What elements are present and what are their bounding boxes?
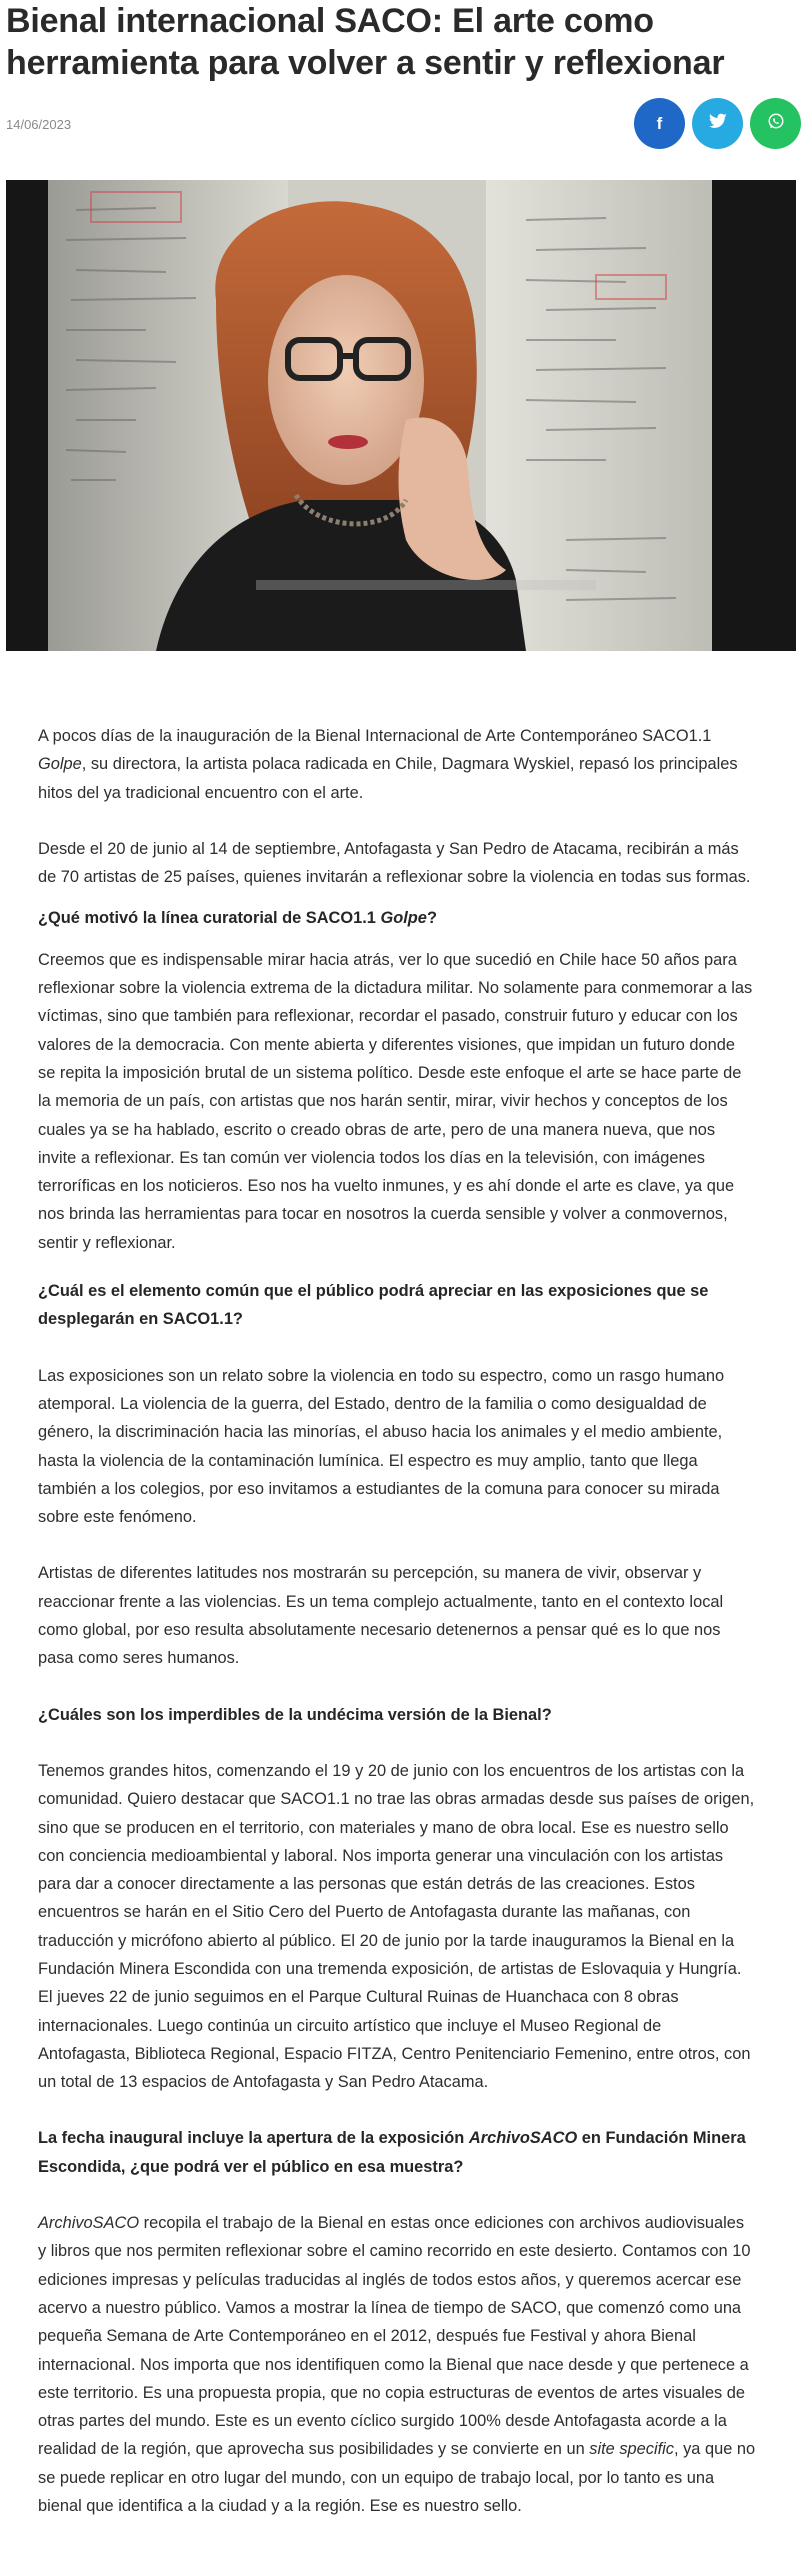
article-body	[38, 722, 756, 2520]
question-heading: ¿Cuáles son los imperdibles de la undécima versión de la Bienal?	[38, 1705, 552, 1724]
page-title: Bienal internacional SACO: El arte como herramienta para volver a sentir y reflexionar	[6, 2, 725, 82]
paragraph: Artistas de diferentes latitudes nos mostrarán su percepción, su manera de vivir, observar y reaccionar frente a las violencias. Es un tema complejo actualmente, tanto en el contexto local como global, por eso resulta absolutamente necesario detenernos a pensar qué es lo que nos pasa como seres humanos.	[38, 1564, 724, 1668]
question-heading: La fecha inaugural incluye la apertura de la exposición ArchivoSACO en Fundación Minera Escondida, ¿que podrá ver el público en esa muestra?	[38, 2129, 746, 2176]
twitter-icon	[709, 113, 727, 134]
hero-image	[6, 180, 796, 651]
whatsapp-icon	[767, 112, 785, 135]
facebook-share-button[interactable]	[634, 98, 685, 149]
question-heading: ¿Qué motivó la línea curatorial de SACO1.1 Golpe?	[38, 909, 437, 928]
paragraph: Desde el 20 de junio al 14 de septiembre, Antofagasta y San Pedro de Atacama, recibirán a más de 70 artistas de 25 países, quienes invitarán a reflexionar sobre la violencia en todas sus formas.	[38, 839, 751, 887]
whatsapp-share-button[interactable]	[750, 98, 801, 149]
publish-date: 14/06/2023	[6, 117, 72, 132]
share-buttons	[634, 98, 801, 149]
paragraph: ArchivoSACO recopila el trabajo de la Bienal en estas once ediciones con archivos audiovisuales y libros que nos permiten reflexionar sobre el camino recorrido en este desierto. Contamos con 10 ediciones impresas y películas traducidas al inglés de todos estos años, y queremos acercar ese acervo a nuestro público. Vamos a mostrar la línea de tiempo de SACO, que comenzó como una pequeña Semana de Arte Contemporáneo en el 2012, después fue Festival y ahora Bienal internacional. Nos importa que nos identifiquen como la Bienal que nace desde y que pertenece a este territorio. Es una propuesta propia, que no copia estructuras de eventos de artes visuales de otras partes del mundo. Este es un evento cíclico surgido 100% desde Antofagasta acorde a la realidad de la región, que aprovecha sus posibilidades y se convierte en un site specific, ya que no se puede replicar en otro lugar del mundo, con un equipo de trabajo local, por lo tanto es una bienal que identifica a la ciudad y a la región. Ese es nuestro sello.	[38, 2214, 756, 2516]
paragraph: A pocos días de la inauguración de la Bienal Internacional de Arte Contemporáneo SACO1.1 Golpe, su directora, la artista polaca radicada en Chile, Dagmara Wyskiel, repasó los principales hitos del ya tradicional encuentro con el arte.	[38, 727, 738, 802]
question-heading: ¿Cuál es el elemento común que el público podrá apreciar en las exposiciones que se desplegarán en SACO1.1?	[38, 1282, 709, 1329]
paragraph: Tenemos grandes hitos, comenzando el 19 y 20 de junio con los encuentros de los artistas con la comunidad. Quiero destacar que SACO1.1 no trae las obras armadas desde sus países de origen, sino que se producen en el territorio, con materiales y mano de obra local. Ese es nuestro sello con conciencia medioambiental y laboral. Nos importa generar una vinculación con los artistas para dar a conocer directamente a las personas que están detrás de las creaciones. Estos encuentros se harán en el Sitio Cero del Puerto de Antofagasta durante las mañanas, con traducción y micrófono abierto al público. El 20 de junio por la tarde inauguramos la Bienal en la Fundación Minera Escondida con una tremenda exposición, de artistas de Eslovaquia y Hungría. El jueves 22 de junio seguimos en el Parque Cultural Ruinas de Huanchaca con 8 obras internacionales. Luego continúa un circuito artístico que incluye el Museo Regional de Antofagasta, Biblioteca Regional, Espacio FITZA, Centro Penitenciario Femenino, entre otros, con un total de 13 espacios de Antofagasta y San Pedro Atacama.	[38, 1761, 755, 2092]
facebook-icon: f	[656, 113, 663, 133]
paragraph: Las exposiciones son un relato sobre la violencia en todo su espectro, como un rasgo humano atemporal. La violencia de la guerra, del Estado, dentro de la familia o como desigualdad de género, la discriminación hacia las minorías, el abuso hacia los animales y el medio ambiente, hasta la violencia de la contaminación lumínica. El espectro es muy amplio, tanto que llega también a los colegios, por eso invitamos a estudiantes de la comuna para conocer su mirada sobre este fenómeno.	[38, 1366, 725, 1527]
paragraph: Creemos que es indispensable mirar hacia atrás, ver lo que sucedió en Chile hace 50 años para reflexionar sobre la violencia extrema de la dictadura militar. No solamente para conmemorar a las víctimas, sino que también para reflexionar, recordar el pasado, construir futuro y educar con los valores de la democracia. Con mente abierta y diferentes visiones, que impidan un futuro donde se repita la imposición brutal de un sistema político. Desde este enfoque el arte se hace parte de la memoria de un país, con artistas que nos harán sentir, mirar, vivir hechos y conceptos de los cuales ya se ha hablado, escrito o creado obras de arte, pero de una manera nueva, que nos invite a reflexionar. Es tan común ver violencia todos los días en la televisión, con imágenes terroríficas en los noticieros. Eso nos ha vuelto inmunes, y es ahí donde el arte es clave, ya que nos brinda las herramientas para tocar en nosotros la cuerda sensible y volver a conmovernos, sentir y reflexionar.	[38, 950, 753, 1252]
twitter-share-button[interactable]	[692, 98, 743, 149]
